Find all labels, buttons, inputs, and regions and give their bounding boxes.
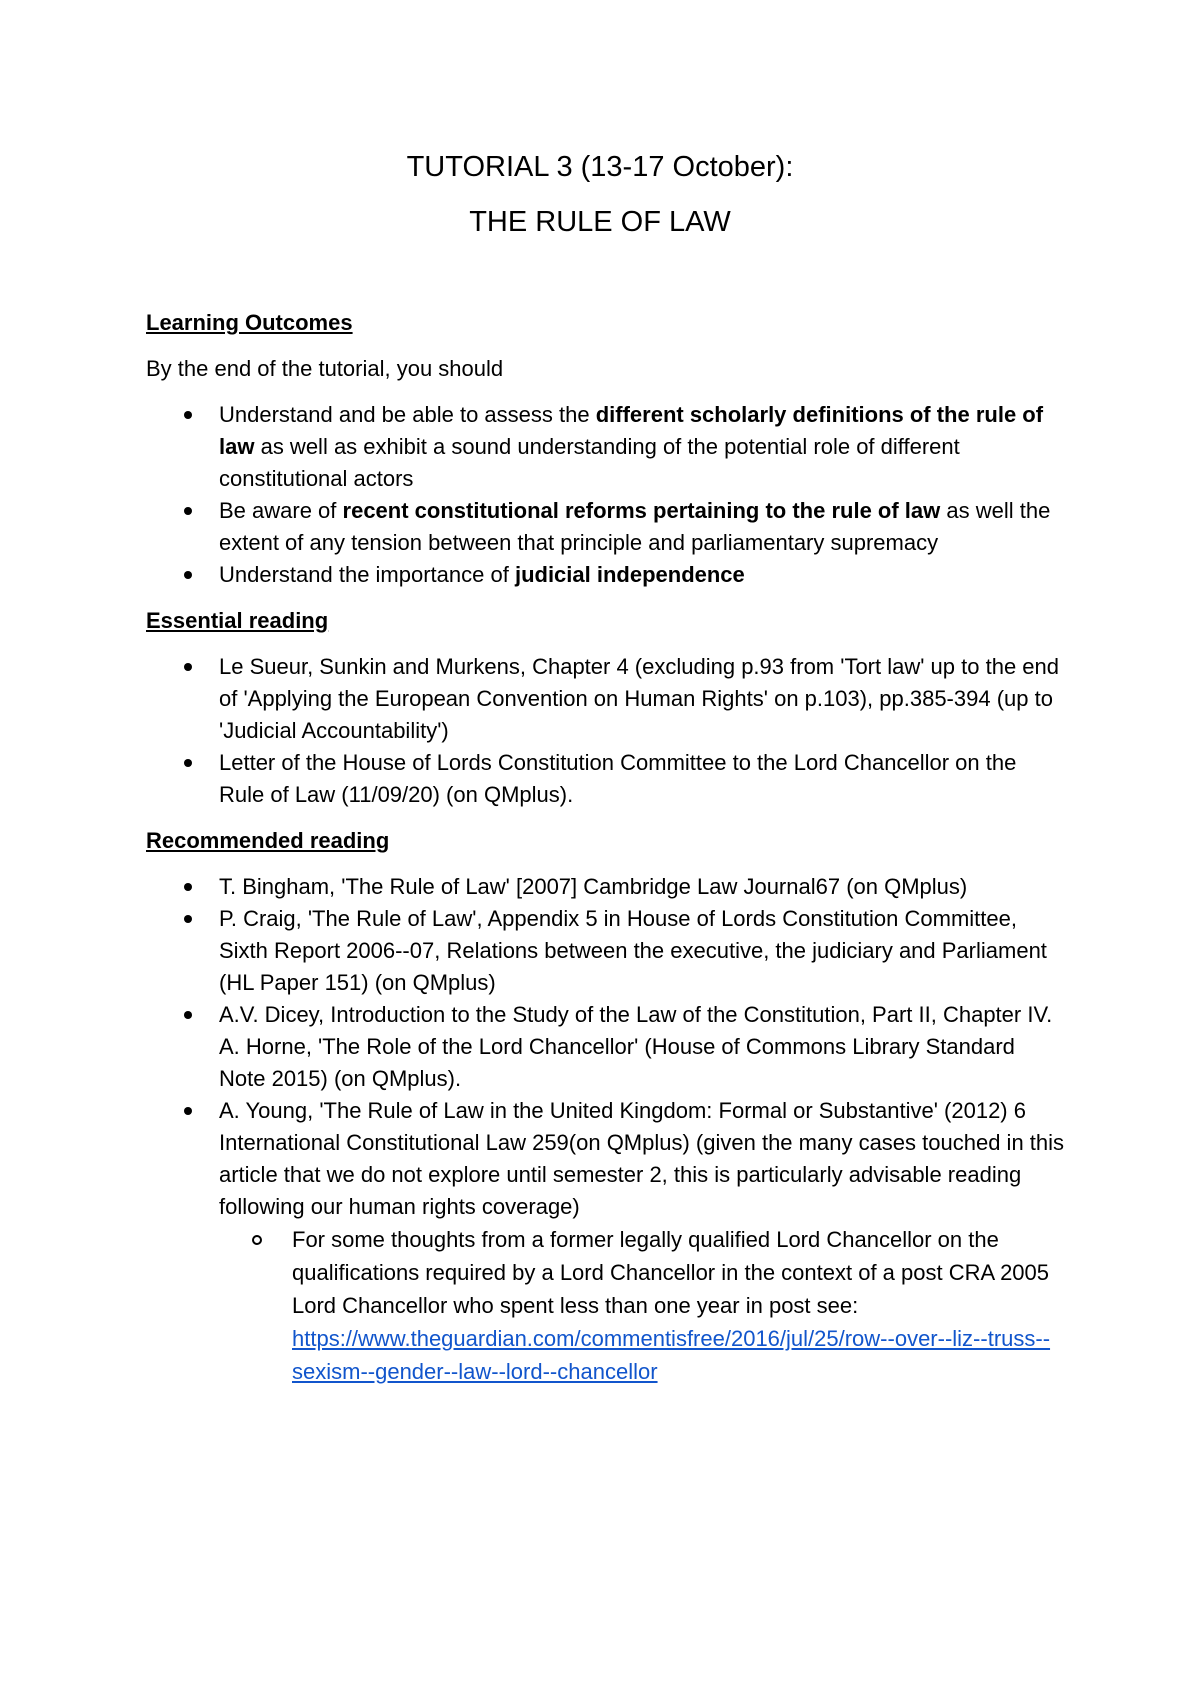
essential-reading-heading: Essential reading [146, 608, 329, 633]
document-title: TUTORIAL 3 (13-17 October): [406, 151, 794, 183]
recommended-reading-section [146, 825, 1066, 1388]
learning-outcomes-section [146, 307, 1066, 591]
list-item: Le Sueur, Sunkin and Murkens, Chapter 4 (excluding p.93 from 'Tort law' up to the end of 'Applying the European Convention on Human Rights' on p.103), pp.385-394 (up to 'Judicial Accountability') [146, 651, 1066, 747]
bullet-icon [184, 915, 192, 923]
essential-reading-list [146, 651, 1066, 811]
bullet-icon [184, 507, 192, 515]
list-item: A.V. Dicey, Introduction to the Study of the Law of the Constitution, Part II, Chapter IV. A. Horne, 'The Role of the Lord Chancellor' (House of Commons Library Standard Note 2015) (on QMplus). [146, 999, 1066, 1095]
bullet-icon [184, 411, 192, 419]
bullet-icon [184, 883, 192, 891]
guardian-article-link[interactable]: https://www.theguardian.com/commentisfree/2016/jul/25/row--over--liz--truss--sexism--gender--law--lord--chancellor [292, 1326, 1051, 1384]
bullet-icon [184, 571, 192, 579]
bullet-icon [184, 759, 192, 767]
recommended-reading-list [146, 871, 1066, 1388]
list-item: T. Bingham, 'The Rule of Law' [2007] Cambridge Law Journal67 (on QMplus) [146, 871, 1066, 903]
document-subtitle: THE RULE OF LAW [469, 206, 731, 238]
list-item: Understand and be able to assess the different scholarly definitions of the rule of law as well as exhibit a sound understanding of the potential role of different constitutional actors [146, 399, 1066, 495]
list-item: A. Young, 'The Rule of Law in the United Kingdom: Formal or Substantive' (2012) 6 International Constitutional Law 259(on QMplus) (given the many cases touched in this article that we do not explore until semester 2, this is particularly advisable reading following our human rights coverage) For some thoughts from a former legally qualified Lord Chancellor on the qualifications required by a Lord Chancellor in the context of a post CRA 2005 Lord Chancellor who spent less than one year in post see: https://www.theguardian.com/commentisfree/2016/jul/25/row--over--liz--truss--sexism--gender--law--lord--chancellor [146, 1095, 1066, 1388]
list-item: Letter of the House of Lords Constitution Committee to the Lord Chancellor on the Rule of Law (11/09/20) (on QMplus). [146, 747, 1066, 811]
bullet-icon [184, 1011, 192, 1019]
essential-reading-section [146, 605, 1066, 811]
document-body [146, 307, 1066, 1388]
learning-outcomes-list [146, 399, 1066, 591]
list-item: Understand the importance of judicial independence [146, 559, 1066, 591]
bullet-icon [184, 1107, 192, 1115]
list-item: Be aware of recent constitutional reforms pertaining to the rule of law as well the extent of any tension between that principle and parliamentary supremacy [146, 495, 1066, 559]
nested-list-item: For some thoughts from a former legally qualified Lord Chancellor on the qualifications required by a Lord Chancellor in the context of a post CRA 2005 Lord Chancellor who spent less than one year in post see: https://www.theguardian.com/commentisfree/2016/jul/25/row--over--liz--truss--sexism--gender--law--lord--chancellor [219, 1223, 1066, 1388]
nested-list [219, 1223, 1066, 1388]
learning-outcomes-intro: By the end of the tutorial, you should [146, 356, 504, 381]
recommended-reading-heading: Recommended reading [146, 828, 390, 853]
learning-outcomes-heading: Learning Outcomes [146, 310, 353, 335]
bullet-icon [184, 663, 192, 671]
list-item: P. Craig, 'The Rule of Law', Appendix 5 in House of Lords Constitution Committee, Sixth Report 2006--07, Relations between the executive, the judiciary and Parliament (HL Paper 151) (on QMplus) [146, 903, 1066, 999]
hollow-bullet-icon [252, 1235, 262, 1245]
